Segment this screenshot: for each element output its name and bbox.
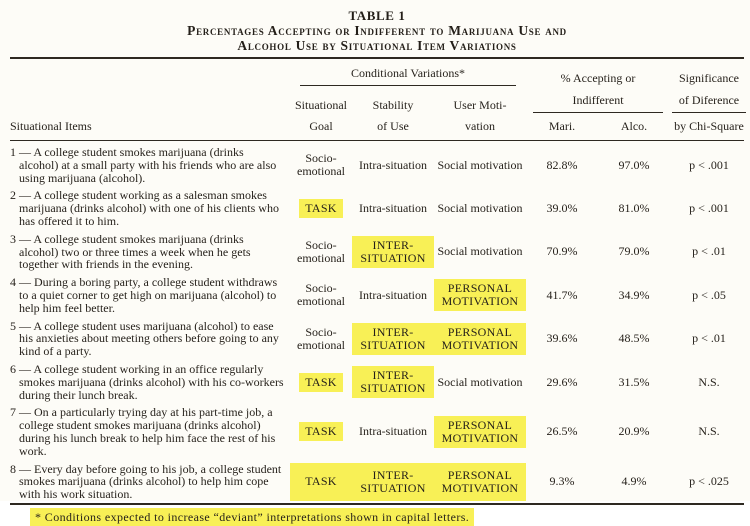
situational-item-text: 8 — Every day before going to his job, a college student smokes marijuana (drinks alcohol) to help him cope with his work situation. (10, 461, 282, 502)
table-bottom-rule (10, 503, 744, 505)
situational-item-text: 3 — A college student smokes marijuana (drinks alcohol) two or three times a week when he gets together with friends in the evening. (10, 231, 251, 272)
table-row (10, 276, 744, 314)
table-row (10, 363, 744, 401)
situational-item-text: 7 — On a particularly trying day at his part-time job, a college student smokes marijuana (drinks alcohol) during his lunch break to help him face the rest of his work. (10, 405, 276, 458)
title-block (10, 8, 744, 53)
stability-header-top: Stability (372, 98, 414, 112)
goal-value (290, 422, 352, 441)
goal-header-bottom: Goal (309, 119, 333, 133)
title-rule (10, 57, 744, 59)
motivation-value: Social motivation (437, 157, 523, 172)
alcohol-percent: 31.5% (618, 374, 650, 389)
significance-value: N.S. (698, 424, 720, 439)
highlighted-condition: TASK (305, 474, 337, 489)
stability-value (352, 236, 434, 268)
accepting-header-mid: Indifferent (526, 93, 670, 113)
table-row (10, 320, 744, 358)
alcohol-percent: 79.0% (618, 244, 650, 259)
highlighted-condition: PERSONAL MOTIVATION (434, 416, 526, 448)
accepting-header-top: % Accepting or (560, 71, 636, 85)
highlighted-condition: INTER-SITUATION (352, 366, 434, 398)
stability-value: Intra-situation (359, 287, 427, 302)
situational-item-text: 2 — A college student working as a salesman smokes marijuana (drinks alcohol) with one of his clients who has offered it to him. (10, 188, 279, 228)
table-row (10, 406, 744, 457)
table-row (10, 233, 744, 271)
table-row (10, 463, 744, 501)
motivation-value (434, 416, 526, 448)
stability-value (352, 323, 434, 355)
significance-value: p < .05 (692, 287, 726, 302)
situational-item-text: 4 — During a boring party, a college student withdraws to a quiet corner to get high on marijuana (alcohol) to help him feel better. (10, 275, 278, 315)
table-label: TABLE 1 (348, 8, 406, 23)
significance-value: p < .01 (692, 331, 726, 346)
motivation-header-bottom: vation (465, 119, 495, 133)
significance-value: p < .001 (689, 157, 729, 172)
situational-item-text: 6 — A college student working in an office regularly smokes marijuana (drinks alcohol) with his co-workers during their lunch break. (10, 361, 284, 402)
significance-header-mid: of Diference (670, 93, 748, 113)
highlighted-condition: INTER-SITUATION (352, 236, 434, 268)
alcohol-percent: 4.9% (621, 474, 647, 489)
header-row-2 (10, 93, 744, 113)
table-row (10, 146, 744, 184)
footnote-text: * Conditions expected to increase “deviant” interpretations shown in capital letters. (30, 508, 474, 526)
significance-value: p < .01 (692, 244, 726, 259)
alcohol-percent: 20.9% (618, 424, 650, 439)
stability-value: Intra-situation (359, 424, 427, 439)
highlighted-condition: PERSONAL MOTIVATION (434, 323, 526, 355)
header-row-1 (10, 66, 744, 86)
table-row (10, 189, 744, 227)
goal-value (290, 199, 352, 218)
motivation-value (434, 323, 526, 355)
motivation-value: Social motivation (437, 374, 523, 389)
stability-header-bottom: of Use (377, 119, 409, 133)
footnote (30, 510, 744, 525)
alcohol-percent: 48.5% (618, 331, 650, 346)
stability-value (352, 366, 434, 398)
table-body (10, 146, 744, 501)
highlighted-condition: PERSONAL MOTIVATION (441, 467, 519, 495)
alcohol-percent: 97.0% (618, 157, 650, 172)
motivation-value (434, 463, 526, 501)
stability-value: Intra-situation (359, 201, 427, 216)
alcohol-column-header: Alco. (620, 119, 648, 133)
marijuana-percent: 39.0% (546, 201, 578, 216)
goal-value: Socio-emotional (297, 237, 345, 265)
highlighted-condition: TASK (299, 373, 343, 392)
stability-value: Intra-situation (359, 157, 427, 172)
marijuana-percent: 41.7% (546, 287, 578, 302)
marijuana-percent: 82.8% (546, 157, 578, 172)
table-title-line2: Alcohol Use by Situational Item Variations (237, 38, 517, 53)
highlighted-condition: INTER-SITUATION (352, 323, 434, 355)
alcohol-percent: 81.0% (618, 201, 650, 216)
highlighted-condition: TASK (299, 422, 343, 441)
header-row-3 (10, 119, 744, 141)
marijuana-percent: 29.6% (546, 374, 578, 389)
significance-value: N.S. (698, 374, 720, 389)
goal-value: Socio-emotional (297, 151, 345, 179)
motivation-header-top: User Moti- (453, 98, 507, 112)
stability-value (352, 463, 434, 501)
motivation-value: Social motivation (437, 201, 523, 216)
alcohol-percent: 34.9% (618, 287, 650, 302)
marijuana-percent: 70.9% (546, 244, 578, 259)
goal-value: Socio-emotional (297, 281, 345, 309)
table-title-line1: Percentages Accepting or Indifferent to Marijuana Use and (187, 23, 567, 38)
goal-value (290, 373, 352, 392)
motivation-value (434, 279, 526, 311)
situational-item-text: 1 — A college student smokes marijuana (drinks alcohol) at a small party with his friends who are also using marijuana (alcohol). (10, 145, 277, 185)
conditional-variations-header: Conditional Variations* (290, 66, 526, 86)
motivation-value: Social motivation (437, 244, 523, 259)
highlighted-condition: PERSONAL MOTIVATION (434, 279, 526, 311)
marijuana-percent: 39.6% (546, 331, 578, 346)
goal-value: Socio-emotional (297, 324, 345, 352)
situational-item-text: 5 — A college student uses marijuana (alcohol) to ease his anxieties about meeting others before going to any kind of a party. (10, 318, 279, 359)
situational-items-header: Situational Items (10, 119, 92, 133)
highlighted-condition: INTER-SITUATION (360, 467, 426, 495)
goal-header-top: Situational (295, 98, 347, 112)
highlighted-condition: TASK (299, 199, 343, 218)
marijuana-column-header: Mari. (548, 119, 576, 133)
significance-value: p < .025 (689, 474, 729, 489)
significance-header-top: Significance (679, 71, 739, 85)
goal-value (290, 463, 352, 501)
marijuana-percent: 26.5% (546, 424, 578, 439)
significance-value: p < .001 (689, 201, 729, 216)
chi-square-column-header: by Chi-Square (674, 119, 744, 133)
marijuana-percent: 9.3% (549, 474, 575, 489)
